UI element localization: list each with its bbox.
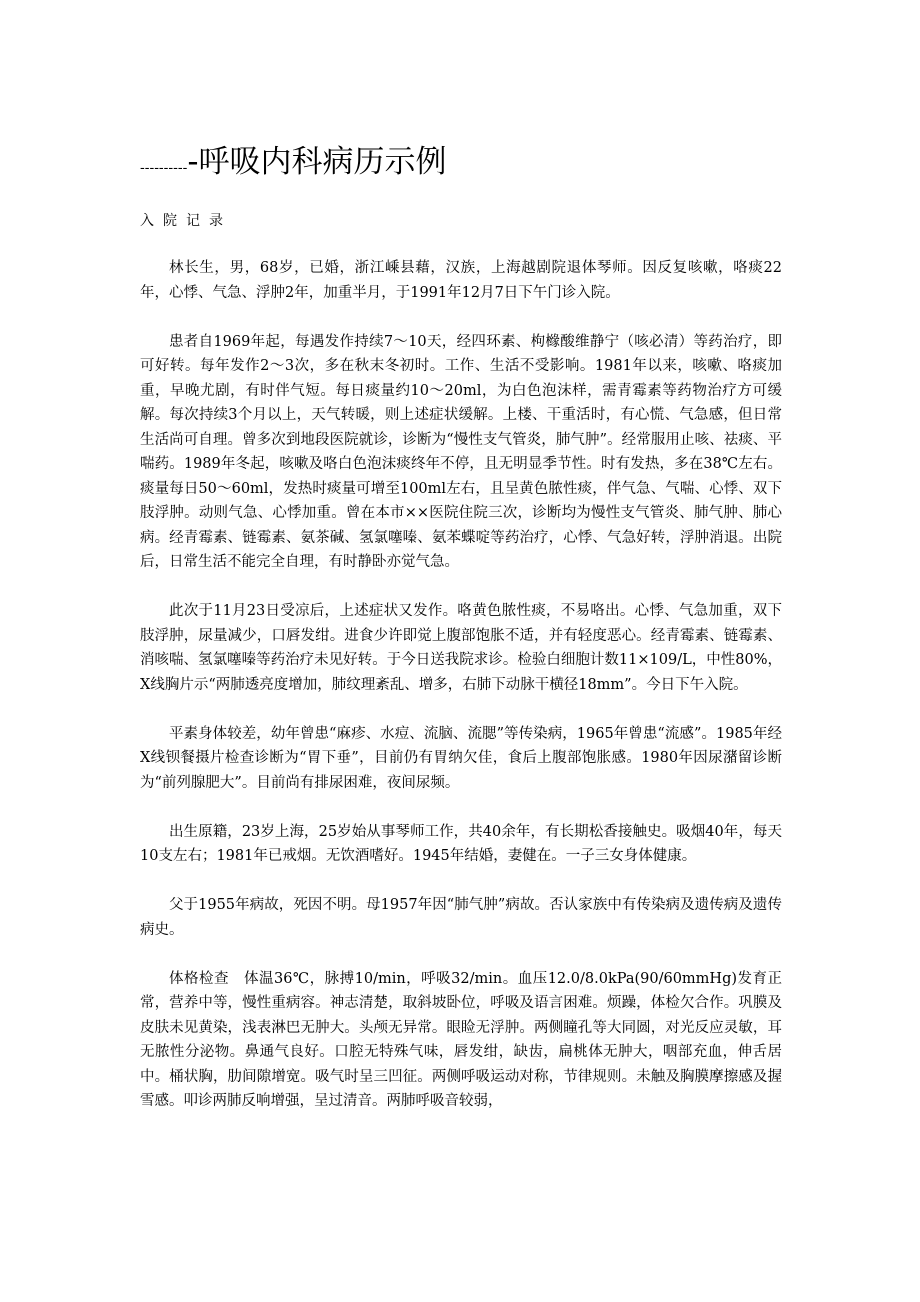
- page-title: [140, 140, 447, 190]
- paragraph-personal-history: 出生原籍，23岁上海，25岁始从事琴师工作，共40余年，有长期松香接触史。吸烟40年，每天10支左右；1981年已戒烟。无饮酒嗜好。1945年结婚，妻健在。一子三女身体健康。: [140, 823, 782, 864]
- paragraph-history-present-illness: 患者自1969年起，每遇发作持续7～10天，经四环素、枸橼酸维静宁（咳必清）等药治疗，即可好转。每年发作2～3次，多在秋末冬初时。工作、生活不受影响。1981年以来，咳嗽、咯痰加重，早晚尤剧，有时伴气短。每日痰量约10～20ml，为白色泡沫样，需青霉素等药物治疗方可缓解。每次持续3个月以上，天气转暖，则上述症状缓解。上楼、干重活时，有心慌、气急感，但日常生活尚可自理。曾多次到地段医院就诊，诊断为“慢性支气管炎，肺气肿”。经常服用止咳、祛痰、平喘药。1989年冬起，咳嗽及咯白色泡沫痰终年不停，且无明显季节性。时有发热，多在38℃左右。痰量每日50～60ml，发热时痰量可增至100ml左右，且呈黄色脓性痰，伴气急、气喘、心悸、双下肢浮肿。动则气急、心悸加重。曾在本市××医院住院三次，诊断均为慢性支气管炎、肺气肿、肺心病。经青霉素、链霉素、氨茶碱、氢氯噻嗪、氨苯蝶啶等药治疗，心悸、气急好转，浮肿消退。出院后，日常生活不能完全自理，有时静卧亦觉气急。: [140, 333, 782, 570]
- paragraph-physical-exam: 体格检查 体温36℃，脉搏10/min，呼吸32/min。血压12.0/8.0kPa(90/60mmHg)发育正常，营养中等，慢性重病容。神志清楚，取斜坡卧位，呼吸及语言困难。烦躁，体检欠合作。巩膜及皮肤未见黄染，浅表淋巴无肿大。头颅无异常。眼睑无浮肿。两侧瞳孔等大同圆，对光反应灵敏，耳无脓性分泌物。鼻通气良好。口腔无特殊气味，唇发绀，缺齿，扁桃体无肿大，咽部充血，伸舌居中。桶状胸，肋间隙增宽。吸气时呈三凹征。两侧呼吸运动对称，节律规则。未触及胸膜摩擦感及握雪感。叩诊两肺反响增强，呈过清音。两肺呼吸音较弱，: [140, 970, 782, 1109]
- paragraph-chief-complaint: 林长生，男，68岁，已婚，浙江嵊县藉，汉族，上海越剧院退体琴师。因反复咳嗽，咯痰22年，心悸、气急、浮肿2年，加重半月，于1991年12月7日下午门诊入院。: [140, 260, 782, 301]
- title-dashes: ----------: [140, 160, 188, 176]
- body-text: [140, 256, 782, 1138]
- paragraph-current-episode: 此次于11月23日受凉后，上述症状又发作。咯黄色脓性痰，不易咯出。心悸、气急加重，双下肢浮肿，尿量减少，口唇发绀。进食少许即觉上腹部饱胀不适，并有轻度恶心。经青霉素、链霉素、消咳喘、氢氯噻嗪等药治疗未见好转。于今日送我院求诊。检验白细胞计数11×109/L，中性80%，X线胸片示“两肺透亮度增加，肺纹理紊乱、增多，右肺下动脉干横径18mm”。今日下午入院。: [140, 603, 782, 693]
- paragraph-family-history: 父于1955年病故，死因不明。母1957年因“肺气肿”病故。否认家族中有传染病及遗传病及遗传病史。: [140, 897, 782, 938]
- title-text: -呼吸内科病历示例: [187, 144, 447, 180]
- section-label: 入院记录: [140, 213, 232, 229]
- paragraph-past-history: 平素身体较差，幼年曾患“麻疹、水痘、流脑、流腮”等传染病，1965年曾患“流感”。1985年经X线钡餐摄片检查诊断为“胃下垂”，目前仍有胃纳欠佳，食后上腹部饱胀感。1980年因尿潴留诊断为“前列腺肥大”。目前尚有排尿困难，夜间尿频。: [140, 725, 782, 791]
